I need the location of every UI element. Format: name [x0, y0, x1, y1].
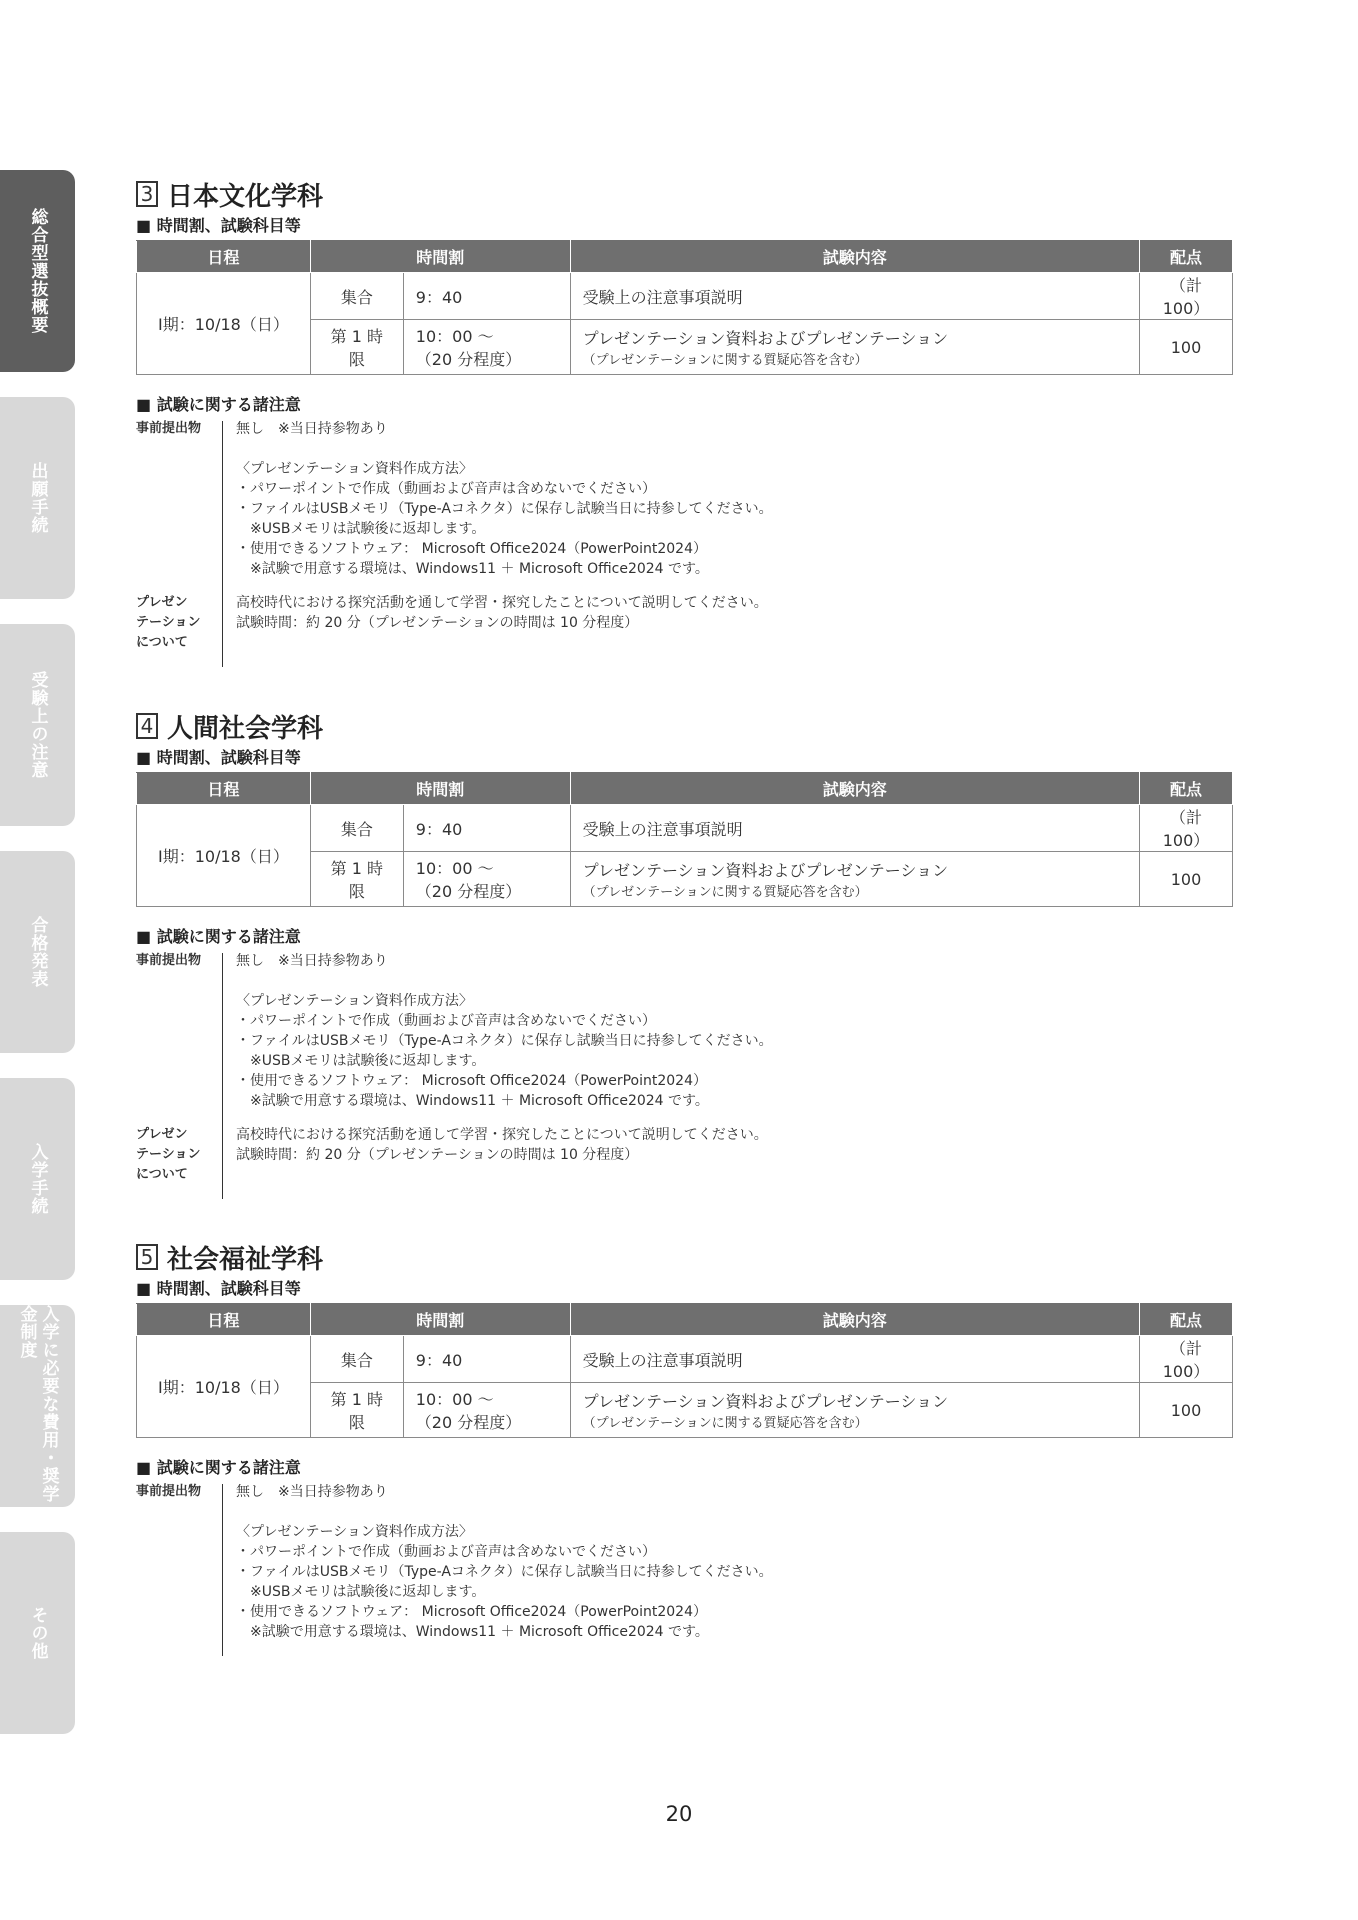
note-line — [236, 1502, 1233, 1522]
period-cell: 第 1 時限 — [310, 852, 403, 907]
notes-heading: ■ 試験に関する諸注意 — [136, 1458, 301, 1477]
tab-results[interactable] — [0, 851, 75, 1053]
section-number: 5 — [136, 1244, 158, 1270]
tab-label: 合格発表 — [27, 916, 48, 988]
section-title — [136, 176, 1233, 212]
header-date: 日程 — [137, 773, 311, 805]
time-cell: 9：40 — [403, 805, 570, 852]
header-content: 試験内容 — [570, 241, 1139, 273]
note-line: 試験時間：約 20 分（プレゼンテーションの時間は 10 分程度） — [236, 1147, 639, 1163]
time-duration: （20 分程度） — [415, 350, 522, 369]
content-main: プレゼンテーション資料およびプレゼンテーション — [582, 861, 949, 880]
time-cell — [403, 852, 570, 907]
content-main: プレゼンテーション資料およびプレゼンテーション — [582, 329, 949, 348]
content-cell — [570, 852, 1139, 907]
department-name: 社会福祉学科 — [167, 1244, 324, 1275]
notes-block — [136, 1482, 1233, 1642]
page-number: 20 — [665, 1802, 693, 1826]
points-cell: （計 100） — [1139, 1336, 1232, 1383]
note-line: 〈プレゼンテーション資料作成方法〉 — [236, 1524, 473, 1540]
note-line: ・ファイルはUSBメモリ（Type-Aコネクタ）に保存し試験当日に持参してください。 — [236, 1033, 773, 1049]
note-line: ※試験で用意する環境は、Windows11 ＋ Microsoft Office2024 です。 — [236, 561, 709, 577]
department-name: 日本文化学科 — [167, 181, 324, 212]
note-line — [236, 439, 1233, 459]
note-line: ・パワーポイントで作成（動画および音声は含めないでください） — [236, 1544, 656, 1560]
tab-application[interactable] — [0, 397, 75, 599]
department-section — [136, 1239, 1233, 1642]
period-cell: 集合 — [310, 1336, 403, 1383]
header-points: 配点 — [1139, 1304, 1232, 1336]
note-row — [136, 951, 1233, 1111]
note-body — [236, 419, 1233, 579]
content-sub: （プレゼンテーションに関する質疑応答を含む） — [582, 1416, 868, 1431]
note-line — [236, 971, 1233, 991]
tab-other[interactable] — [0, 1532, 75, 1734]
header-date: 日程 — [137, 1304, 311, 1336]
content-sub: （プレゼンテーションに関する質疑応答を含む） — [582, 353, 868, 368]
header-points: 配点 — [1139, 773, 1232, 805]
note-line: 無し ※当日持参物あり — [236, 953, 388, 969]
note-label: 事前提出物 — [136, 1484, 202, 1499]
time-start: 10：00 〜 — [415, 1390, 494, 1409]
section-number: 4 — [136, 713, 158, 739]
note-row — [136, 1482, 1233, 1642]
content-cell: 受験上の注意事項説明 — [570, 273, 1139, 320]
date-cell: Ⅰ期：10/18（日） — [137, 273, 311, 375]
note-line: 無し ※当日持参物あり — [236, 421, 388, 437]
section-title — [136, 1239, 1233, 1275]
content-sub: （プレゼンテーションに関する質疑応答を含む） — [582, 885, 868, 900]
period-cell: 集合 — [310, 805, 403, 852]
note-row — [136, 593, 1233, 653]
tab-exam-notes[interactable] — [0, 624, 75, 826]
note-body — [236, 593, 1233, 653]
note-row — [136, 1125, 1233, 1185]
schedule-table — [136, 240, 1233, 375]
note-line: 高校時代における探究活動を通して学習・探究したことについて説明してください。 — [236, 1127, 768, 1143]
note-line: ・使用できるソフトウェア： Microsoft Office2024（PowerPoint2024） — [236, 1073, 707, 1089]
tab-enrollment[interactable] — [0, 1078, 75, 1280]
header-points: 配点 — [1139, 241, 1232, 273]
time-start: 10：00 〜 — [415, 859, 494, 878]
period-cell: 第 1 時限 — [310, 320, 403, 375]
date-cell: Ⅰ期：10/18（日） — [137, 805, 311, 907]
time-cell: 9：40 — [403, 273, 570, 320]
tab-label: その他 — [27, 1606, 48, 1660]
header-timetable: 時間割 — [310, 773, 570, 805]
note-line: ・パワーポイントで作成（動画および音声は含めないでください） — [236, 481, 656, 497]
note-line: ※USBメモリは試験後に返却します。 — [236, 1584, 486, 1600]
content-main: プレゼンテーション資料およびプレゼンテーション — [582, 1392, 949, 1411]
header-content: 試験内容 — [570, 773, 1139, 805]
department-section — [136, 708, 1233, 1185]
note-line: 〈プレゼンテーション資料作成方法〉 — [236, 993, 473, 1009]
notes-divider — [222, 1484, 223, 1656]
content-cell: 受験上の注意事項説明 — [570, 805, 1139, 852]
department-name: 人間社会学科 — [167, 713, 324, 744]
note-line: ・使用できるソフトウェア： Microsoft Office2024（PowerPoint2024） — [236, 1604, 707, 1620]
header-date: 日程 — [137, 241, 311, 273]
department-section — [136, 176, 1233, 653]
note-row — [136, 419, 1233, 579]
note-line: ※試験で用意する環境は、Windows11 ＋ Microsoft Office2024 です。 — [236, 1093, 709, 1109]
period-cell: 集合 — [310, 273, 403, 320]
note-body — [236, 1125, 1233, 1185]
header-timetable: 時間割 — [310, 241, 570, 273]
note-line: 試験時間：約 20 分（プレゼンテーションの時間は 10 分程度） — [236, 615, 639, 631]
time-start: 10：00 〜 — [415, 327, 494, 346]
time-cell: 9：40 — [403, 1336, 570, 1383]
notes-heading: ■ 試験に関する諸注意 — [136, 395, 301, 414]
schedule-heading: ■ 時間割、試験科目等 — [136, 1279, 301, 1298]
time-duration: （20 分程度） — [415, 882, 522, 901]
tab-overview[interactable] — [0, 170, 75, 372]
tab-label: 受験上の注意 — [27, 671, 48, 779]
note-line: ※試験で用意する環境は、Windows11 ＋ Microsoft Office2024 です。 — [236, 1624, 709, 1640]
schedule-heading: ■ 時間割、試験科目等 — [136, 216, 301, 235]
points-cell: 100 — [1139, 1383, 1232, 1438]
note-line: ※USBメモリは試験後に返却します。 — [236, 1053, 486, 1069]
tab-label: 出願手続 — [27, 462, 48, 534]
notes-divider — [222, 421, 223, 667]
note-body — [236, 1482, 1233, 1642]
content-cell: 受験上の注意事項説明 — [570, 1336, 1139, 1383]
note-label: 事前提出物 — [136, 953, 202, 968]
notes-block — [136, 419, 1233, 653]
content-cell — [570, 320, 1139, 375]
note-line: ・ファイルはUSBメモリ（Type-Aコネクタ）に保存し試験当日に持参してください。 — [236, 501, 773, 517]
period-cell: 第 1 時限 — [310, 1383, 403, 1438]
schedule-heading: ■ 時間割、試験科目等 — [136, 748, 301, 767]
note-line: ※USBメモリは試験後に返却します。 — [236, 521, 486, 537]
note-line: ・使用できるソフトウェア： Microsoft Office2024（PowerPoint2024） — [236, 541, 707, 557]
points-cell: 100 — [1139, 320, 1232, 375]
header-timetable: 時間割 — [310, 1304, 570, 1336]
points-cell: （計 100） — [1139, 273, 1232, 320]
notes-block — [136, 951, 1233, 1185]
tab-fees[interactable] — [0, 1305, 75, 1507]
note-line: 〈プレゼンテーション資料作成方法〉 — [236, 461, 473, 477]
schedule-table — [136, 1303, 1233, 1438]
time-cell — [403, 1383, 570, 1438]
points-cell: 100 — [1139, 852, 1232, 907]
time-duration: （20 分程度） — [415, 1413, 522, 1432]
note-label: プレゼン テーション について — [136, 595, 201, 650]
note-label: プレゼン テーション について — [136, 1127, 201, 1182]
note-line: 高校時代における探究活動を通して学習・探究したことについて説明してください。 — [236, 595, 768, 611]
section-number: 3 — [136, 181, 158, 207]
header-content: 試験内容 — [570, 1304, 1139, 1336]
note-label: 事前提出物 — [136, 421, 202, 436]
note-body — [236, 951, 1233, 1111]
note-line: ・パワーポイントで作成（動画および音声は含めないでください） — [236, 1013, 656, 1029]
schedule-table — [136, 772, 1233, 907]
notes-heading: ■ 試験に関する諸注意 — [136, 927, 301, 946]
note-line: 無し ※当日持参物あり — [236, 1484, 388, 1500]
section-title — [136, 708, 1233, 744]
note-line: ・ファイルはUSBメモリ（Type-Aコネクタ）に保存し試験当日に持参してください。 — [236, 1564, 773, 1580]
tab-label: 入学に必要な費用・奨学金制度 — [16, 1305, 59, 1503]
content-cell — [570, 1383, 1139, 1438]
tab-label: 入学手続 — [27, 1143, 48, 1215]
notes-divider — [222, 953, 223, 1199]
time-cell — [403, 320, 570, 375]
points-cell: （計 100） — [1139, 805, 1232, 852]
tab-label: 総合型選抜概要 — [27, 208, 48, 334]
date-cell: Ⅰ期：10/18（日） — [137, 1336, 311, 1438]
side-tabs — [0, 0, 76, 1920]
